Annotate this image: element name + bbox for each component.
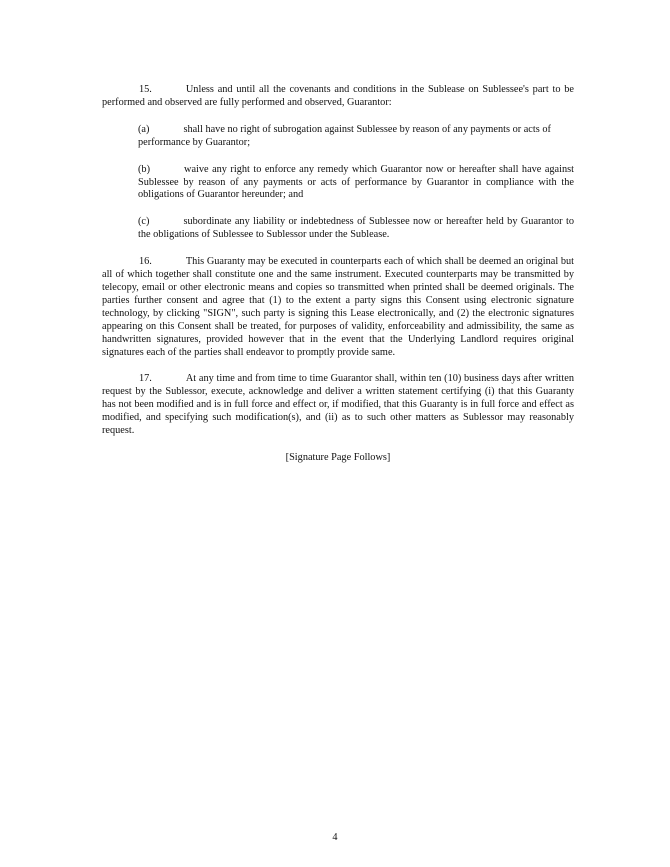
paragraph-17-text: At any time and from time to time Guarantor shall, within ten (10) business days after written request by the Sublessor, execute, acknowledge and deliver a written statement certifying (i) that this Guaranty has not been modified and is in full force and effect or, if modified, that this Guaranty is in full force and effect as modified, and specifying such modification(s), and (ii) as to such other matters as Sublessor may reasonably request.: [102, 373, 574, 437]
subparagraph-c-text: subordinate any liability or indebtedness of Sublessee now or hereafter held by Guarantor to the obligations of Sublessee to Sublessor under the Sublease.: [138, 216, 574, 241]
subparagraph-c: [138, 216, 574, 242]
subparagraph-b-text: waive any right to enforce any remedy which Guarantor now or hereafter shall have against Sublessee by reason of any payments or acts of performance by Guarantor in compliance with the obligations of Guarantor hereunder; and: [138, 163, 574, 201]
subparagraph-list: [102, 124, 574, 242]
paragraph-16: [102, 256, 574, 359]
paragraph-16-text: This Guaranty may be executed in counterparts each of which shall be deemed an original but all of which together shall constitute one and the same instrument. Executed counterparts may be transmitted by telecopy, email or other electronic means and copies so transmitted when printed shall be deemed originals. The parties further consent and agree that (1) to the extent a party signs this Consent using electronic signature technology, by clicking "SIGN", such party is signing this Lease electronically, and (2) the electronic signatures appearing on this Consent shall be treated, for purposes of validity, enforceability and admissibility, the same as handwritten signatures, provided however that in the event that the Underlying Landlord requires original signatures each of the parties shall endeavor to promptly provide same.: [102, 256, 574, 358]
paragraph-16-number: 16.: [139, 256, 152, 268]
subparagraph-a-text: shall have no right of subrogation against Sublessee by reason of any payments or acts of performance by Guarantor;: [138, 123, 551, 148]
paragraph-15-text: Unless and until all the covenants and conditions in the Sublease on Sublessee's part to be performed and observed are fully performed and observed, Guarantor:: [102, 84, 574, 108]
subparagraph-b: [138, 164, 574, 203]
signature-page-note: [Signature Page Follows]: [285, 451, 391, 463]
paragraph-15-number: 15.: [139, 84, 152, 95]
subparagraph-b-label: (b): [138, 163, 151, 175]
paragraph-17-number: 17.: [139, 373, 152, 385]
subparagraph-a-label: (a): [138, 123, 150, 135]
subparagraph-c-label: (c): [138, 216, 150, 228]
subparagraph-a: [138, 124, 574, 150]
page-number: 4: [332, 832, 338, 843]
paragraph-17: [102, 373, 574, 438]
paragraph-15: [102, 84, 574, 110]
